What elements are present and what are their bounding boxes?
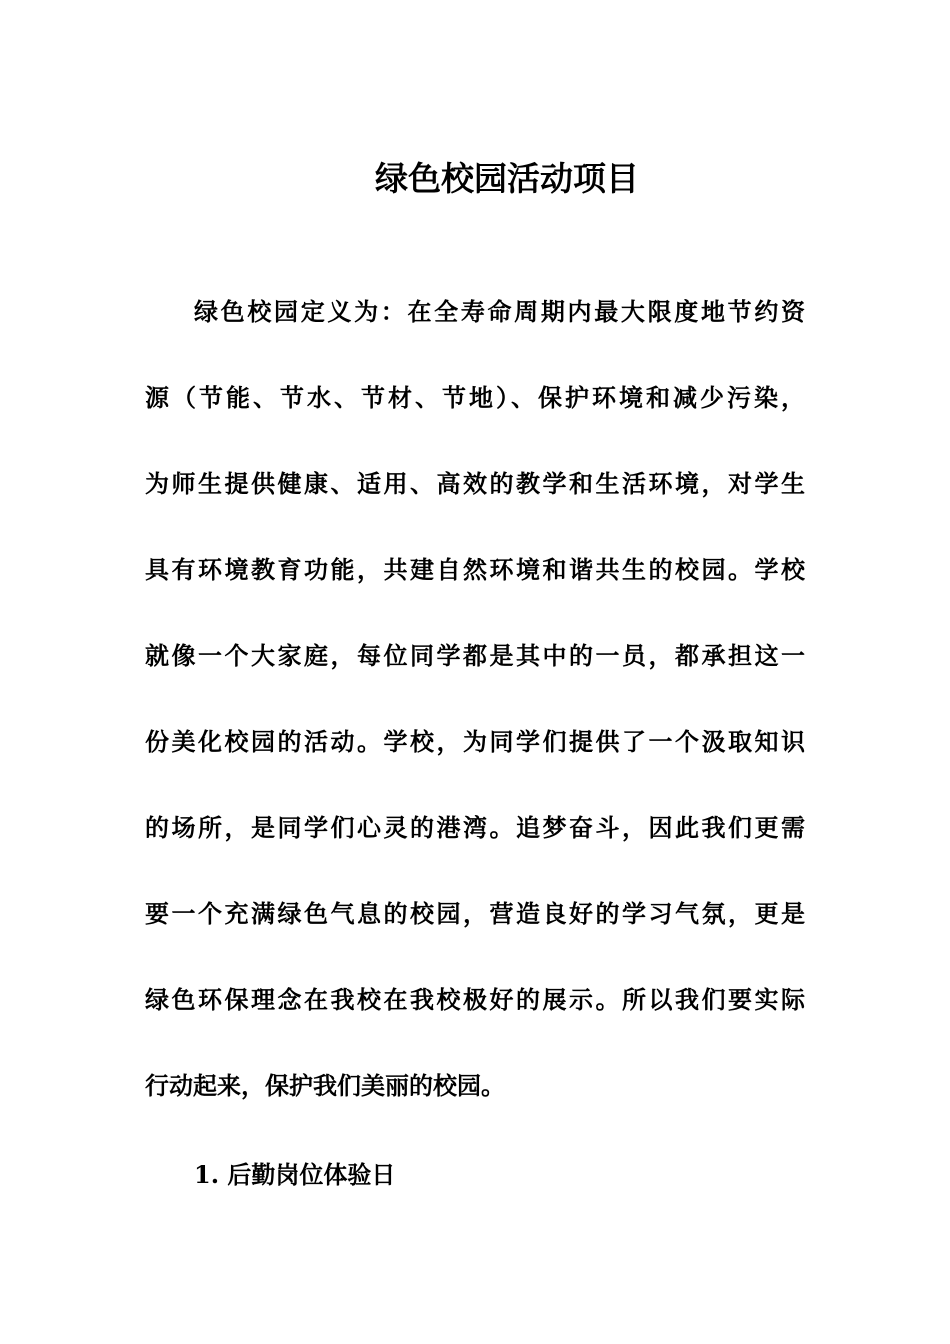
paragraph-line: 为师生提供健康、适用、高效的教学和生活环境，对学生 bbox=[145, 469, 805, 498]
paragraph-line: 要一个充满绿色气息的校园，营造良好的学习气氛，更是 bbox=[145, 899, 805, 928]
paragraph-line: 绿色校园定义为：在全寿命周期内最大限度地节约资 bbox=[194, 297, 805, 326]
paragraph-line: 的场所，是同学们心灵的港湾。追梦奋斗，因此我们更需 bbox=[145, 813, 805, 842]
paragraph-line: 份美化校园的活动。学校，为同学们提供了一个汲取知识 bbox=[145, 727, 805, 756]
paragraph-line: 绿色环保理念在我校在我校极好的展示。所以我们要实际 bbox=[145, 985, 805, 1014]
section-heading: 1. 后勤岗位体验日 bbox=[194, 1160, 396, 1189]
paragraph-line: 就像一个大家庭，每位同学都是其中的一员，都承担这一 bbox=[145, 641, 805, 670]
paragraph-line: 源（节能、节水、节材、节地）、保护环境和减少污染， bbox=[145, 383, 805, 412]
document-title: 绿色校园活动项目 bbox=[375, 159, 639, 198]
paragraph-line: 具有环境教育功能，共建自然环境和谐共生的校园。学校 bbox=[145, 555, 805, 584]
paragraph-line: 行动起来，保护我们美丽的校园。 bbox=[145, 1071, 505, 1100]
